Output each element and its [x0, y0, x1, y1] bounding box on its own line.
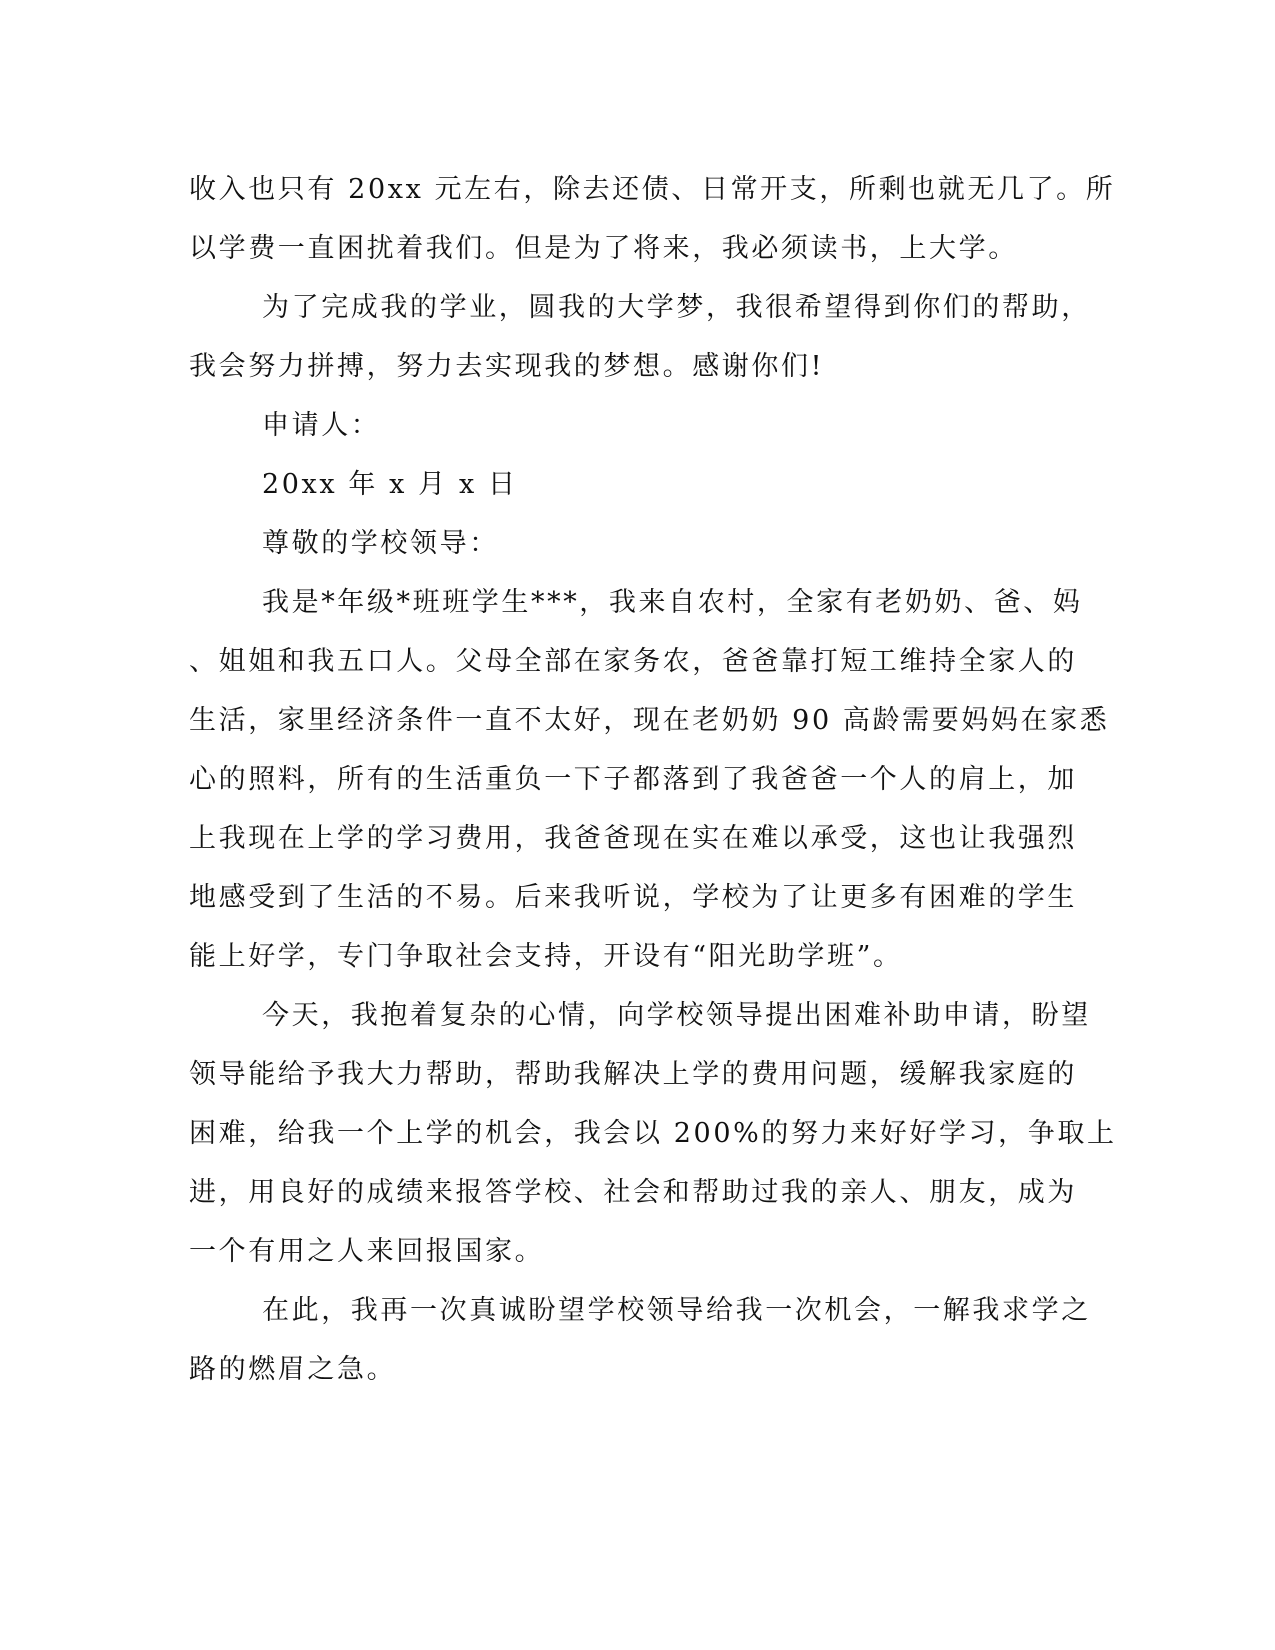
text-line: 上我现在上学的学习费用，我爸爸现在实在难以承受，这也让我强烈 — [189, 823, 1077, 854]
text-line: 地感受到了生活的不易。后来我听说，学校为了让更多有困难的学生 — [189, 882, 1077, 913]
text-line: 20xx 年 x 月 x 日 — [262, 469, 518, 500]
text-line: 申请人： — [262, 410, 381, 441]
text-line: 今天，我抱着复杂的心情，向学校领导提出困难补助申请，盼望 — [262, 1000, 1091, 1031]
text-line: 心的照料，所有的生活重负一下子都落到了我爸爸一个人的肩上，加 — [189, 764, 1077, 795]
text-line: 进，用良好的成绩来报答学校、社会和帮助过我的亲人、朋友，成为 — [189, 1177, 1077, 1208]
text-line: 路的燃眉之急。 — [189, 1354, 397, 1385]
text-line: 以学费一直困扰着我们。但是为了将来，我必须读书，上大学。 — [189, 233, 1018, 264]
text-line: 在此，我再一次真诚盼望学校领导给我一次机会，一解我求学之 — [262, 1295, 1091, 1326]
text-line: 收入也只有 20xx 元左右，除去还债、日常开支，所剩也就无几了。所 — [189, 174, 1116, 205]
text-line: 我会努力拼搏，努力去实现我的梦想。感谢你们! — [189, 351, 825, 382]
text-line: 尊敬的学校领导： — [262, 528, 499, 559]
text-line: 领导能给予我大力帮助，帮助我解决上学的费用问题，缓解我家庭的 — [189, 1059, 1077, 1090]
text-line: 、姐姐和我五口人。父母全部在家务农，爸爸靠打短工维持全家人的 — [189, 646, 1077, 677]
text-line: 我是*年级*班班学生***，我来自农村，全家有老奶奶、爸、妈 — [262, 587, 1083, 618]
text-line: 能上好学，专门争取社会支持，开设有“阳光助学班”。 — [189, 941, 903, 972]
text-line: 困难，给我一个上学的机会，我会以 200%的努力来好好学习，争取上 — [189, 1118, 1117, 1149]
text-line: 为了完成我的学业，圆我的大学梦，我很希望得到你们的帮助， — [262, 292, 1091, 323]
text-line: 生活，家里经济条件一直不太好，现在老奶奶 90 高龄需要妈妈在家悉 — [189, 705, 1110, 736]
text-line: 一个有用之人来回报国家。 — [189, 1236, 545, 1267]
